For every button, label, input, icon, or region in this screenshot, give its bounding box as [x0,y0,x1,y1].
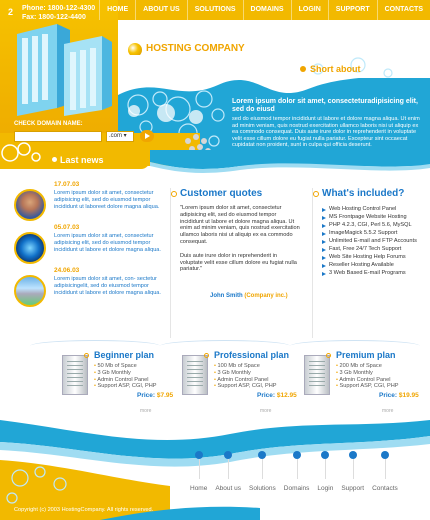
footer-nav-solutions[interactable]: Solutions [249,485,276,492]
nav-support[interactable]: SUPPORT [328,0,377,20]
news-item[interactable] [14,267,164,310]
nav-domains[interactable]: DOMAINS [243,0,291,20]
plan-features [214,363,277,390]
plan-feature: • 3 Gb Monthly [94,370,157,377]
included-list [322,205,422,277]
included-item: Reseller Hosting Available [322,261,422,269]
included-item: Web Hosting Control Panel [322,205,422,213]
server-racks-illustration [12,20,112,116]
footer-nav-contacts[interactable]: Contacts [372,485,398,492]
plan-title: Beginner plan [94,350,155,360]
plan-feature: • Support ASP, CGI, PHP [336,383,399,390]
plan-bullet-icon [84,353,89,358]
included-bullet-icon [313,191,319,197]
plan-price [137,392,173,399]
nav-about-us[interactable]: ABOUT US [135,0,187,20]
plan-feature: • 3 Gb Monthly [214,370,277,377]
plan-features [336,363,399,390]
plan-feature: • 200 Mb of Space [336,363,399,370]
column-divider [312,188,313,338]
quotes-title: Customer quotes [180,188,263,199]
quote-author [210,293,288,299]
quote-text [180,205,300,280]
price-label: Price: [137,392,156,399]
price-value: $19.95 [398,392,419,399]
plan-price [257,392,297,399]
logo-name: HOSTING COMPANY [146,43,245,54]
included-item: Web Site Hosting Help Forums [322,253,422,261]
plan-professional[interactable] [182,350,307,414]
fax-label: Fax: [22,14,37,21]
news-date: 05.07.03 [54,224,80,231]
included-item: MS Frontpage Website Hosting [322,213,422,221]
price-value: $7.95 [156,392,174,399]
nav-contacts[interactable]: CONTACTS [377,0,430,20]
footer-nav-login[interactable]: Login [317,485,334,492]
plan-feature: • Support ASP, CGI, PHP [94,383,157,390]
plan-bullet-icon [204,353,209,358]
about-text [232,98,424,149]
plan-more-link[interactable]: more [140,408,152,414]
footer-nav-home[interactable]: Home [190,485,208,492]
news-photo [14,232,46,264]
price-label: Price: [379,392,398,399]
about-lead: Lorem ipsum dolor sit amet, consecteturadipisicing elit, sed do eiusd [232,98,418,113]
plan-feature: • 50 Mb of Space [94,363,157,370]
footer-nav [190,485,406,492]
news-date: 17.07.03 [54,181,80,188]
news-photo [14,275,46,307]
news-date: 24.06.03 [54,267,80,274]
plan-more-link[interactable]: more [382,408,394,414]
footer-nav-domains[interactable]: Domains [283,485,310,492]
copyright: Copyright (c) 2003 HostingCompany. All rights reserved. [14,507,154,513]
quote-paragraph: Duis aute irure dolor in reprehenderit in voluptate velit esse cillum dolore eu fugiat nulla pariatur." [180,252,297,273]
plan-beginner[interactable] [62,350,187,414]
plan-title: Premium plan [336,350,396,360]
quote-paragraph: "Lorem ipsum dolor sit amet, consectetur adipisicing elit, sed do eiusmod tempor incididunt ut labore et dolore magna aliqua. Ut enim ad minim veniam, quis nostrud exercitation ullamco laboris nisi ut aliquip ex ea commodo consequat. [180,205,300,245]
included-title: What's included? [322,188,405,199]
about-title: Short about [310,64,361,74]
author-name: John Smith [210,293,243,299]
news-item[interactable] [14,224,164,267]
footer-nav-about-us[interactable]: About us [215,485,242,492]
column-divider [170,188,171,338]
author-company: (Company inc.) [244,293,288,299]
price-label: Price: [257,392,276,399]
included-item: Fast, Free 24/7 Tech Support [322,245,422,253]
included-item: Unlimited E-mail and FTP Accounts [322,237,422,245]
plan-premium[interactable] [304,350,429,414]
plan-feature: • 3 Gb Monthly [336,370,399,377]
nav-solutions[interactable]: SOLUTIONS [187,0,243,20]
footer-nav-support[interactable]: Support [341,485,365,492]
quotes-bullet-icon [171,191,177,197]
plan-features [94,363,157,390]
nav-login[interactable]: LOGIN [291,0,328,20]
nav-home[interactable]: HOME [99,0,135,20]
domain-go-button[interactable] [140,130,154,142]
price-value: $12.95 [276,392,297,399]
fax-number: 1800-122-4400 [38,14,86,21]
plan-feature: • Support ASP, CGI, PHP [214,383,277,390]
footer-waves [0,420,430,520]
news-text[interactable]: Lorem ipsum dolor sit amet, consectetur adipisicing elit, sed do eiusmod tempor incididunt ut labore et dolore magna aliqua. [54,233,161,253]
tld-select[interactable]: .com ▾ [106,131,134,142]
included-item: PHP 4.2.3, CGI, Perl 5.6, MySQL [322,221,422,229]
news-title: Last news [60,155,104,165]
plan-title: Professional plan [214,350,290,360]
about-bullet-icon [300,66,306,72]
news-photo [14,189,46,221]
included-item: ImageMagick 5.5.2 Support [322,229,422,237]
phone-label: Phone: [22,5,46,12]
plan-feature: • Admin Control Panel [214,377,277,384]
about-body: sed do eiusmod tempor incididunt ut labore et dolore magna aliqua. Ut enim ad minim veniam, quis nostrud exercitation ullamco laboris nisi ut aliquip ex ea commodo consequat. Duis aute irure dolor in reprehenderit in voluptate velit esse cillum dolore eu fugiat nulla pariatur. Excepteur sint occaecat cupidatat non proident, sunt in culpa qui officia deserunt. [232,116,420,149]
server-box-icon [182,355,208,395]
server-box-icon [304,355,330,395]
news-text[interactable]: Lorem ipsum dolor sit amet, consectetur adipisicing elit, sed do eiusmod tempor incididunt ut laboreet dolore magna aliqua. [54,190,160,210]
plan-more-link[interactable]: more [260,408,272,414]
header [0,0,430,149]
domain-label: CHECK DOMAIN NAME: [14,121,83,127]
news-item[interactable] [14,181,164,224]
news-text[interactable]: Lorem ipsum dolor sit amet, con- sectetur adipisicingelit, sed do eiusmod tempor incididunt ut labore et dolore magna aliqua. [54,276,161,296]
news-list [14,181,164,310]
corner-number: 2 [8,7,14,17]
plan-bullet-icon [326,353,331,358]
plan-feature: • Admin Control Panel [94,377,157,384]
swirl-decoration [0,135,60,165]
plan-feature: • 100 Mb of Space [214,363,277,370]
plan-price [379,392,419,399]
included-item: 3 Web Based E-mail Programs [322,269,422,277]
plan-feature: • Admin Control Panel [336,377,399,384]
phone-number: 1800-122-4300 [47,5,96,12]
top-nav [99,0,430,20]
server-box-icon [62,355,88,395]
